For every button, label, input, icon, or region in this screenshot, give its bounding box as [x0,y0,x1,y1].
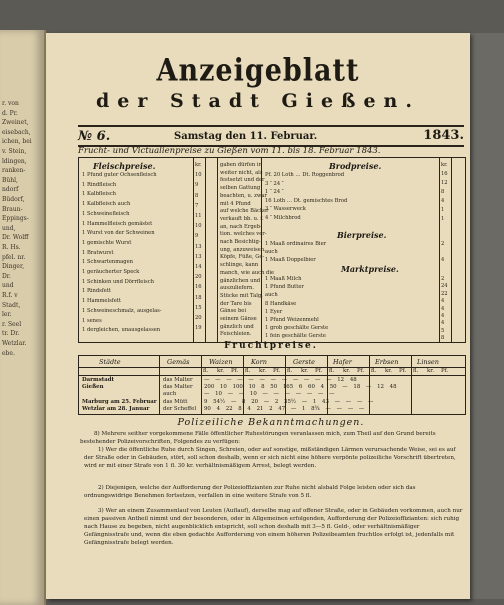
fruit-unit: Pf. [315,368,323,374]
fruit-header-peas: Erbsen [375,358,399,366]
fruit-unit: fl. [203,368,209,374]
left-page-text: Wetzlar. [2,340,27,347]
fruit-row-values: 90 4 22 8 4 21 2 47 — 1 8¾ — — — — [204,405,365,412]
market-price: 2 [441,276,445,282]
fruit-unit: kr. [259,368,266,374]
fruit-unit-rule [79,375,465,376]
market-price: 4 [441,313,445,319]
fruit-row-city: Darmstadt [82,377,114,383]
meat-item: 1 gemischte Wurst [82,239,132,246]
fruit-row-city: Marburg am 25. Februar [82,398,157,405]
fruit-header-wheat: Waizen [209,358,233,366]
note-line: tion. welches ver- [220,231,267,238]
fruit-unit: Pf. [231,368,239,374]
meat-price: 9 [195,182,199,189]
masthead-rule [78,125,464,127]
fruit-unit: kr. [301,368,308,374]
issue-number: № 6. [78,129,111,144]
market-price: 4 [441,298,445,305]
beer-item: 1 Maaß Doppelbier [265,257,316,263]
market-item: 1 Eyer [265,308,283,315]
fruit-row-measure: der Scheffel [163,405,197,412]
fruit-unit: fl. [413,368,419,374]
bread-price: kr. [441,162,448,168]
market-item: 1 Pfund Butter [265,284,304,291]
meat-price: 19 [195,325,202,332]
meat-item: 1 Kalbfleisch [82,191,116,198]
meat-item: 1 Wurst von der Schweinen [82,230,155,237]
announcement-paragraph: 1) Wer die öffentliche Ruhe durch Singen, Schreien, oder auf sonstige, mißständigen Lärmen verursachende Weise, sei es auf der Straße oder in Gebäuden, stört, soll schon deshalb, wenn er sich nicht eine höhere verpönte polizeiliche Vorschrift übertreten, wird er mit einer Strafe von 1 fl. 30 kr. verhältnismäßigem Arrest, belegt werden. [84,447,456,469]
bread-item: 4 ″ Milchbrod [265,214,301,221]
beer-item: 1 Maaß ordinaires Bier [265,241,327,247]
note-line: gänzlich und [220,323,254,330]
left-page-text: ldingen, [2,157,27,165]
fruit-unit: fl. [245,368,251,374]
meat-price: 7 [195,202,199,209]
fruit-row-values: 9 54½ — 8 20 — 2 35½ — 1 43 — — — — [204,398,374,405]
meat-price: 9 [195,233,199,240]
market-item: 1 Maaß Milch [265,276,302,282]
bread-price: 4 [441,198,445,204]
note-line: selben Gattung [220,185,261,192]
left-page-text: Braun- [2,205,23,213]
fruit-header-rule [79,367,465,368]
bread-item: 1 ″ 24 ″ [265,189,284,195]
fruit-row-city: Gießen [82,384,104,391]
fruit-unit: kr. [217,368,224,374]
meat-price: 13 [195,243,202,250]
left-page-text: pfel. nr. [2,253,26,261]
masthead-title: Anzeigeblatt [156,52,360,89]
left-page-text: Dr. [2,272,11,280]
fruit-unit: Pf. [357,368,365,374]
masthead [46,52,470,112]
market-header: Marktpreise. [341,264,399,274]
fruit-row-city: Wetzlar am 28. Januar [82,405,150,412]
bread-item: 3 ″ Wasserweck [265,206,306,212]
fruit-row-measure: das Malter [163,384,193,391]
meat-item: 1 Hammelsfett [82,298,121,305]
fruit-title: Fruchtpreise. [224,341,318,351]
note-line: seinem Gänse [220,316,257,322]
left-page-text: ler. [2,311,12,319]
note-line: Köpfe, Füße, Ge- [220,254,265,261]
meat-price: 13 [195,253,202,260]
bread-price: 16 [441,171,448,177]
fruit-unit: fl. [287,368,293,374]
fruit-row-values: — — — — — — — — — — — — 12 48 [204,377,357,383]
left-page-text: ichen, bei [2,138,32,146]
left-page-text: und, [2,224,16,232]
price-table [78,157,466,343]
market-item: 1 grob geschälte Gerste [265,325,329,332]
left-page-text: ndorf [2,186,19,194]
note-line: Feischleien. [220,331,252,338]
meat-item: 1 Hammelfleisch gemästet [82,220,153,227]
newspaper-page [46,33,470,599]
left-page-text: Dinger, [2,263,25,271]
left-page-text: d. Pr. [2,109,18,117]
fruit-divider [411,356,412,414]
meat-item: 1 geräucherter Speck [82,269,140,275]
bread-item: 3 ″ 24 ″ [265,180,284,187]
fruit-unit: kr. [385,368,392,374]
bread-item: Pf. 20 Loth … Dt. Roggenbrod [265,172,345,178]
meat-price: 20 [195,274,202,281]
bread-price-divider [439,158,440,342]
market-price: 5 [441,327,445,334]
meat-price: 16 [195,284,202,291]
left-page-text: ranken- [2,167,26,175]
note-line: Gänse bei [220,308,247,315]
beer-price: 4 [441,257,445,263]
issue-line [78,129,464,145]
fruit-unit: kr. [427,368,434,374]
bread-price: 1 [441,216,445,222]
market-item: 1 fein geschälte Gerste [265,333,326,340]
meat-item: 1 Rindsfett [82,288,111,295]
fruit-unit: kr. [343,368,350,374]
left-page-text: Eppings- [2,215,29,223]
note-line: verkauft bb. u. f. [220,215,264,222]
fruit-unit: fl. [371,368,377,374]
fruit-row-values: — 10 — — 10 — — — — — — — [204,391,335,398]
market-price: 4 [441,305,445,312]
meat-price: kr. [195,162,202,168]
market-price: 8 [441,335,445,342]
note-line: ung, anzuweisen. [220,246,266,253]
price-subheading: Frucht- und Victualienpreise zu Gießen vom 11. bis 18. Februar 1843. [78,146,381,156]
left-page-text: Stadt, [2,301,21,309]
meat-price: 20 [195,315,202,321]
note-line: an, nach Ergeb- [220,223,262,230]
masthead-subtitle: der Stadt Gießen. [96,90,420,112]
note-line: beachten, u. zwar [220,192,267,199]
meat-item: 1 Bratwurst [82,249,114,256]
issue-date: Samstag den 11. Februar. [174,131,318,142]
fruit-header-barley: Gerste [293,358,315,366]
market-price: 22 [441,290,448,297]
bread-price: 1 [441,207,445,213]
bread-price: 8 [441,189,445,195]
note-line: Stücke mit Talg, [220,292,263,299]
meat-price: 8 [195,192,199,199]
left-page-text: r. von [2,100,19,107]
fruit-header-measure: Gemäs [167,358,190,366]
announcement-paragraph: 8) Mehrere seither vorgekommene Fälle öffentlicher Ruhestörungen veranlassen mich, zum Theil auf den Grund bereits bestehender Polizeivorschriften, Folgendes zu verfügen: [80,431,436,445]
meat-price: 10 [195,223,202,230]
note-line: gänzlichen und [220,277,261,284]
meat-price: 18 [195,294,202,301]
meat-item: 1 Schweinefleisch [82,210,130,217]
note-line: weiter nicht, als [220,169,263,176]
bread-header: Brodpreise. [329,161,382,171]
market-item: auch [265,292,278,299]
book-edge [470,33,504,599]
meat-item: 1 Schinken und Dörrfleisch [82,278,154,285]
fruit-divider [201,356,202,414]
meat-item: 1 Schweineschmalz, ausgelas- [82,307,162,314]
fruit-divider [159,356,160,414]
bread-price: 12 [441,180,448,186]
left-page-text: R.f. v [2,292,18,299]
beer-header: Bierpreise. [337,230,387,240]
left-page-text: R. Hs. [2,244,21,251]
fruit-unit: Pf. [273,368,281,374]
left-page-text: und [2,282,14,290]
beer-item: auch [265,249,278,255]
left-page-text: Bühl, [2,176,18,184]
announcement-paragraph: 3) Wer an einem Zusammenlauf von Leuten (Auflauf), derselbe mag auf offener Straße, oder in Gebäuden vorkommen, auch nur einen passiven Antheil nimmt und der besonderen, oder in Allgemeinen erfolgenden, Aufforderung der Polizeioffizianten: sich ruhig nach Hause zu begeben, nicht augenblicklich entspricht, soll schon deshalb mit 3—5 fl. Geld-, oder verhältnismäßiger Gefängnisstrafe und, wenn die eben gedachte Aufforderung von einem höheren Polizeibeamten fruchtlos erfolgt ist, jedenfalls mit Gefängnisstrafe belegt werden. [84,508,463,546]
note-line: nach Besichtig- [220,239,261,245]
meat-price: 14 [195,264,202,270]
market-item: 8 Handkäse [265,300,297,307]
fruit-unit: fl. [329,368,335,374]
bread-pf-divider [451,158,452,342]
fruit-row-measure: das Mütt [163,398,188,405]
meat-price: 11 [195,213,202,219]
left-page-fragment [0,30,46,605]
fruit-header-oats: Hafer [333,358,352,366]
note-line: auszuliefern. [220,285,255,292]
fruit-header-rye: Korn [251,358,267,366]
meat-item: 1 Schwartenmagen [82,259,134,266]
left-page-text: v. Stein, [2,148,27,155]
market-item: 1 Pfund Weizenmehl [265,317,319,323]
announcements-title: Polizeiliche Bekanntmachungen. [177,417,365,428]
fruit-unit: Pf. [441,368,449,374]
announcement-paragraph: 2) Diejenigen, welche der Aufforderung der Polizeioffizianten zur Ruhe nicht alsbald Folge leisten oder sich das ordnungswidrige Benehmen fortsetzen, verfallen in eine weitere Strafe von 5 fl. [84,485,416,499]
meat-header: Fleischpreise. [93,161,156,171]
left-page-text: Büdorf, [2,196,25,203]
meat-item: 1 senes [82,317,102,324]
meat-item: 1 dergleichen, unausgelassen [82,327,161,334]
note-line: der Tare bis [220,300,252,307]
note-line: auf welche Bäcker [220,208,269,215]
left-page-text: ebe. [2,349,15,357]
fruit-row-measure: auch [163,391,177,398]
note-line: gaben dürfen in [220,162,262,168]
left-page-text: r. Seel [2,320,22,328]
fruit-unit: Pf. [399,368,407,374]
market-price: 24 [441,283,448,290]
meat-item: 1 Pfund guter Ochsenfleisch [82,172,157,178]
meat-price: 15 [195,304,202,311]
meat-item: 1 Kalbfleisch auch [82,201,131,208]
note-line: mit 4 Pfund [220,200,251,207]
beer-price: 2 [441,241,445,247]
note-line: manch, wie auch die [220,269,275,276]
fruit-table [78,355,466,415]
note-line: festsetzt und der [220,177,265,184]
fruit-row-values: 200 10 100 10 8 50 165 6 60 4 50 — 18 — 12 48 [204,384,397,391]
fruit-header-cities: Städte [99,358,121,366]
meat-item: 1 Rindfleisch [82,181,117,188]
issue-year: 1843. [423,128,464,143]
bread-item: 16 Loth … Dt. gemischtes Brod [265,197,348,204]
left-page-text: Dr. Wolff [2,234,29,242]
left-page-text: tr. Dr. [2,330,20,338]
market-price: 4 [441,320,445,327]
note-line: schlinge, kann [220,262,259,269]
left-page-text: Zweinet, [2,119,29,127]
fruit-header-lentils: Linsen [417,358,439,366]
meat-price: 10 [195,172,202,179]
fruit-row-measure: das Malter [163,377,193,383]
left-page-text: eisebach, [2,128,31,136]
